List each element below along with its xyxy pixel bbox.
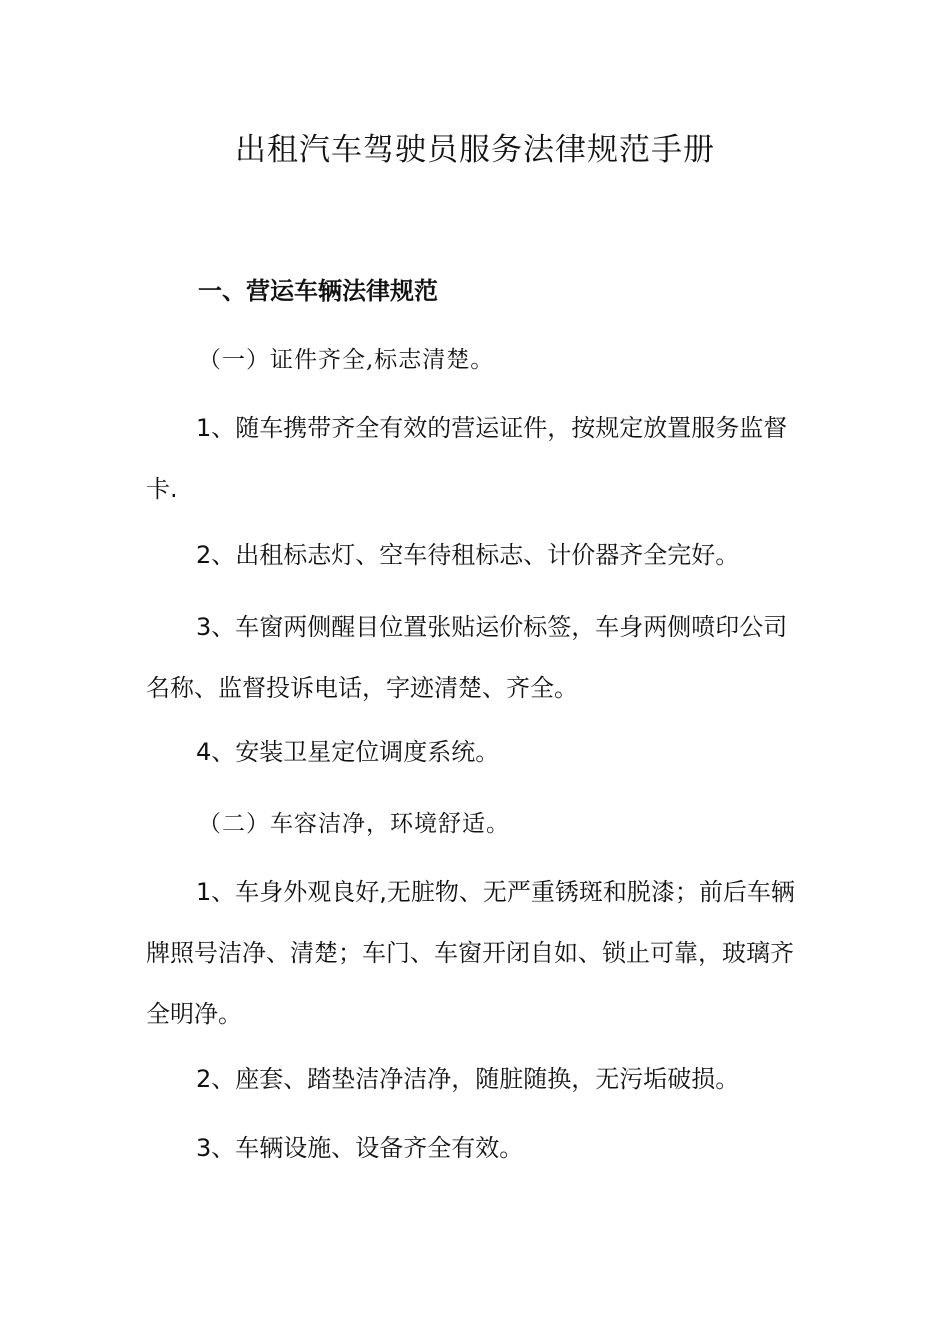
paragraph-1-3: 3、车窗两侧醒目位置张贴运价标签，车身两侧喷印公司名称、监督投诉电话，字迹清楚、齐全。 [146, 613, 788, 702]
paragraph-2-3: 3、车辆设施、设备齐全有效。 [196, 1134, 524, 1162]
paragraph-1-2: 2、出租标志灯、空车待租标志、计价器齐全完好。 [196, 541, 740, 569]
document-title: 出租汽车驾驶员服务法律规范手册 [235, 132, 715, 168]
subsection-heading-1: （一）证件齐全,标志清楚。 [198, 347, 495, 373]
paragraph-2-1: 1、车身外观良好,无脏物、无严重锈斑和脱漆；前后车辆牌照号洁净、清楚；车门、车窗开闭自如、锁止可靠，玻璃齐全明净。 [146, 878, 795, 1028]
paragraph-1-4: 4、安装卫星定位调度系统。 [196, 738, 500, 766]
subsection-heading-2: （二）车容洁净，环境舒适。 [198, 811, 510, 837]
paragraph-2-2: 2、座套、踏垫洁净洁净，随脏随换，无污垢破损。 [196, 1065, 740, 1093]
paragraph-1-1: 1、随车携带齐全有效的营运证件，按规定放置服务监督卡. [146, 414, 788, 503]
section-heading: 一、营运车辆法律规范 [198, 277, 438, 305]
